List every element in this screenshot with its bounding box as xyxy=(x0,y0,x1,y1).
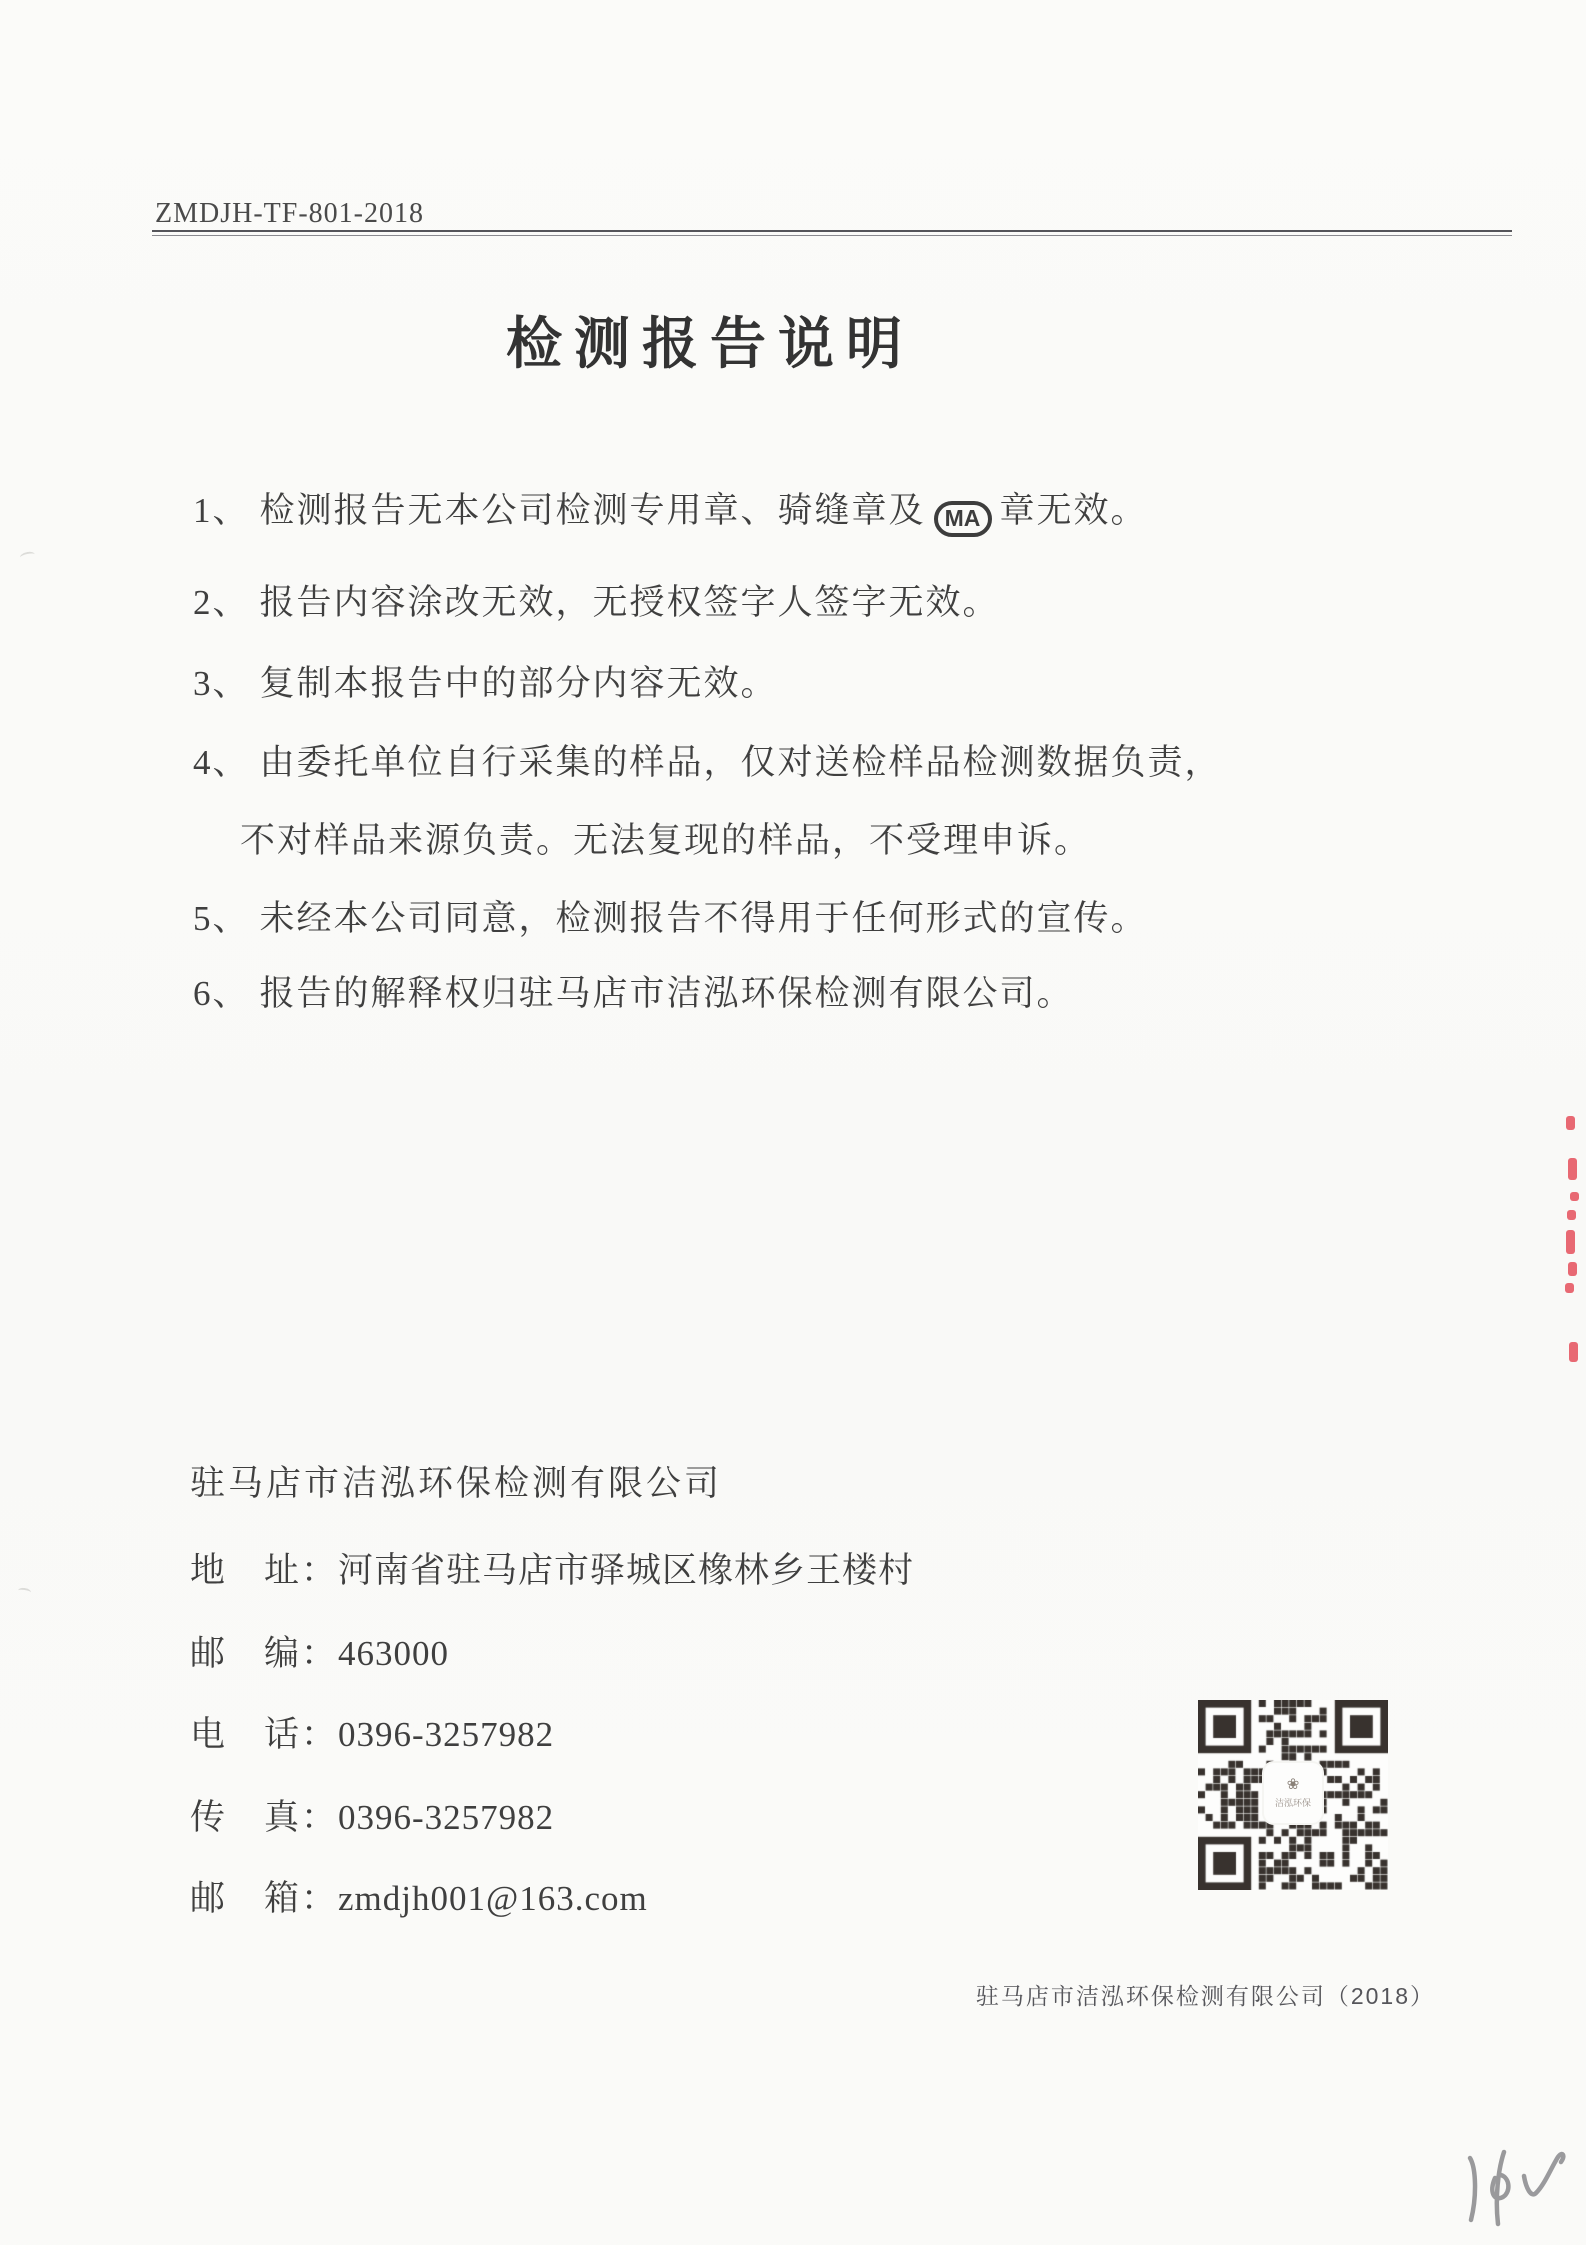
note-item-4-continuation xyxy=(240,813,1091,863)
red-seal-fragment xyxy=(1566,1116,1575,1130)
document-code: ZMDJH-TF-801-2018 xyxy=(155,198,424,229)
qr-center-label: 洁泓环保 xyxy=(1274,1797,1311,1808)
scan-artifact xyxy=(18,1587,32,1596)
handwritten-strokes xyxy=(1448,2142,1580,2242)
note-item-5 xyxy=(193,891,1148,941)
page-title: 检测报告说明 xyxy=(506,312,914,375)
cma-seal-icon: MA xyxy=(934,501,992,537)
fax-row xyxy=(190,1790,554,1840)
fax-value: 0396-3257982 xyxy=(338,1798,555,1837)
note-text: 章无效。 xyxy=(999,491,1148,530)
note-text: 未经本公司同意，检测报告不得用于任何形式的宣传。 xyxy=(259,899,1148,938)
note-item-2 xyxy=(193,575,1000,625)
note-text: 不对样品来源负责。无法复现的样品，不受理申诉。 xyxy=(240,821,1092,860)
qr-center-logo xyxy=(1264,1763,1322,1823)
header-divider xyxy=(152,230,1512,236)
phone-row xyxy=(190,1707,554,1757)
wechat-qr-code xyxy=(1198,1700,1388,1890)
note-number: 2、 xyxy=(193,583,250,622)
note-text: 报告的解释权归驻马店市洁泓环保检测有限公司。 xyxy=(259,974,1074,1013)
note-number: 4、 xyxy=(193,743,250,782)
note-number: 5、 xyxy=(193,899,250,938)
red-seal-fragment xyxy=(1567,1210,1576,1220)
company-name: 驻马店市洁泓环保检测有限公司 xyxy=(190,1464,723,1503)
qr-logo-icon: ❀ xyxy=(1286,1776,1300,1793)
red-seal-fragment xyxy=(1568,1262,1577,1276)
address-value: 河南省驻马店市驿城区橡林乡王楼村 xyxy=(338,1551,915,1590)
red-seal-fragment xyxy=(1565,1283,1574,1293)
footer-company-line: 驻马店市洁泓环保检测有限公司（2018） xyxy=(975,1983,1435,2009)
note-number: 6、 xyxy=(193,974,250,1013)
note-text: 报告内容涂改无效，无授权签字人签字无效。 xyxy=(259,583,1000,622)
postcode-value: 463000 xyxy=(338,1634,450,1673)
note-item-6 xyxy=(193,966,1074,1016)
red-seal-fragment xyxy=(1568,1158,1577,1180)
note-item-3 xyxy=(193,656,778,706)
note-text: 复制本报告中的部分内容无效。 xyxy=(259,664,778,703)
handwritten-mark xyxy=(1448,2142,1580,2242)
red-seal-fragment xyxy=(1566,1230,1575,1254)
fax-label: 传 真： xyxy=(190,1798,339,1837)
address-row xyxy=(190,1543,914,1593)
note-item-1 xyxy=(193,483,1148,533)
email-row xyxy=(190,1871,648,1921)
note-item-4 xyxy=(193,735,1222,785)
scan-artifact xyxy=(19,551,35,562)
note-text: 由委托单位自行采集的样品，仅对送检样品检测数据负责， xyxy=(259,743,1222,782)
email-value: zmdjh001@163.com xyxy=(338,1879,648,1918)
address-label: 地 址： xyxy=(190,1551,339,1590)
red-seal-fragment xyxy=(1569,1342,1578,1362)
postcode-label: 邮 编： xyxy=(190,1634,339,1673)
red-seal-fragment xyxy=(1570,1192,1579,1201)
note-text: 检测报告无本公司检测专用章、骑缝章及 xyxy=(259,491,926,530)
note-number: 1、 xyxy=(193,491,250,530)
note-number: 3、 xyxy=(193,664,250,703)
phone-label: 电 话： xyxy=(190,1715,339,1754)
email-label: 邮 箱： xyxy=(190,1879,339,1918)
phone-value: 0396-3257982 xyxy=(338,1715,555,1754)
postcode-row xyxy=(190,1626,449,1676)
